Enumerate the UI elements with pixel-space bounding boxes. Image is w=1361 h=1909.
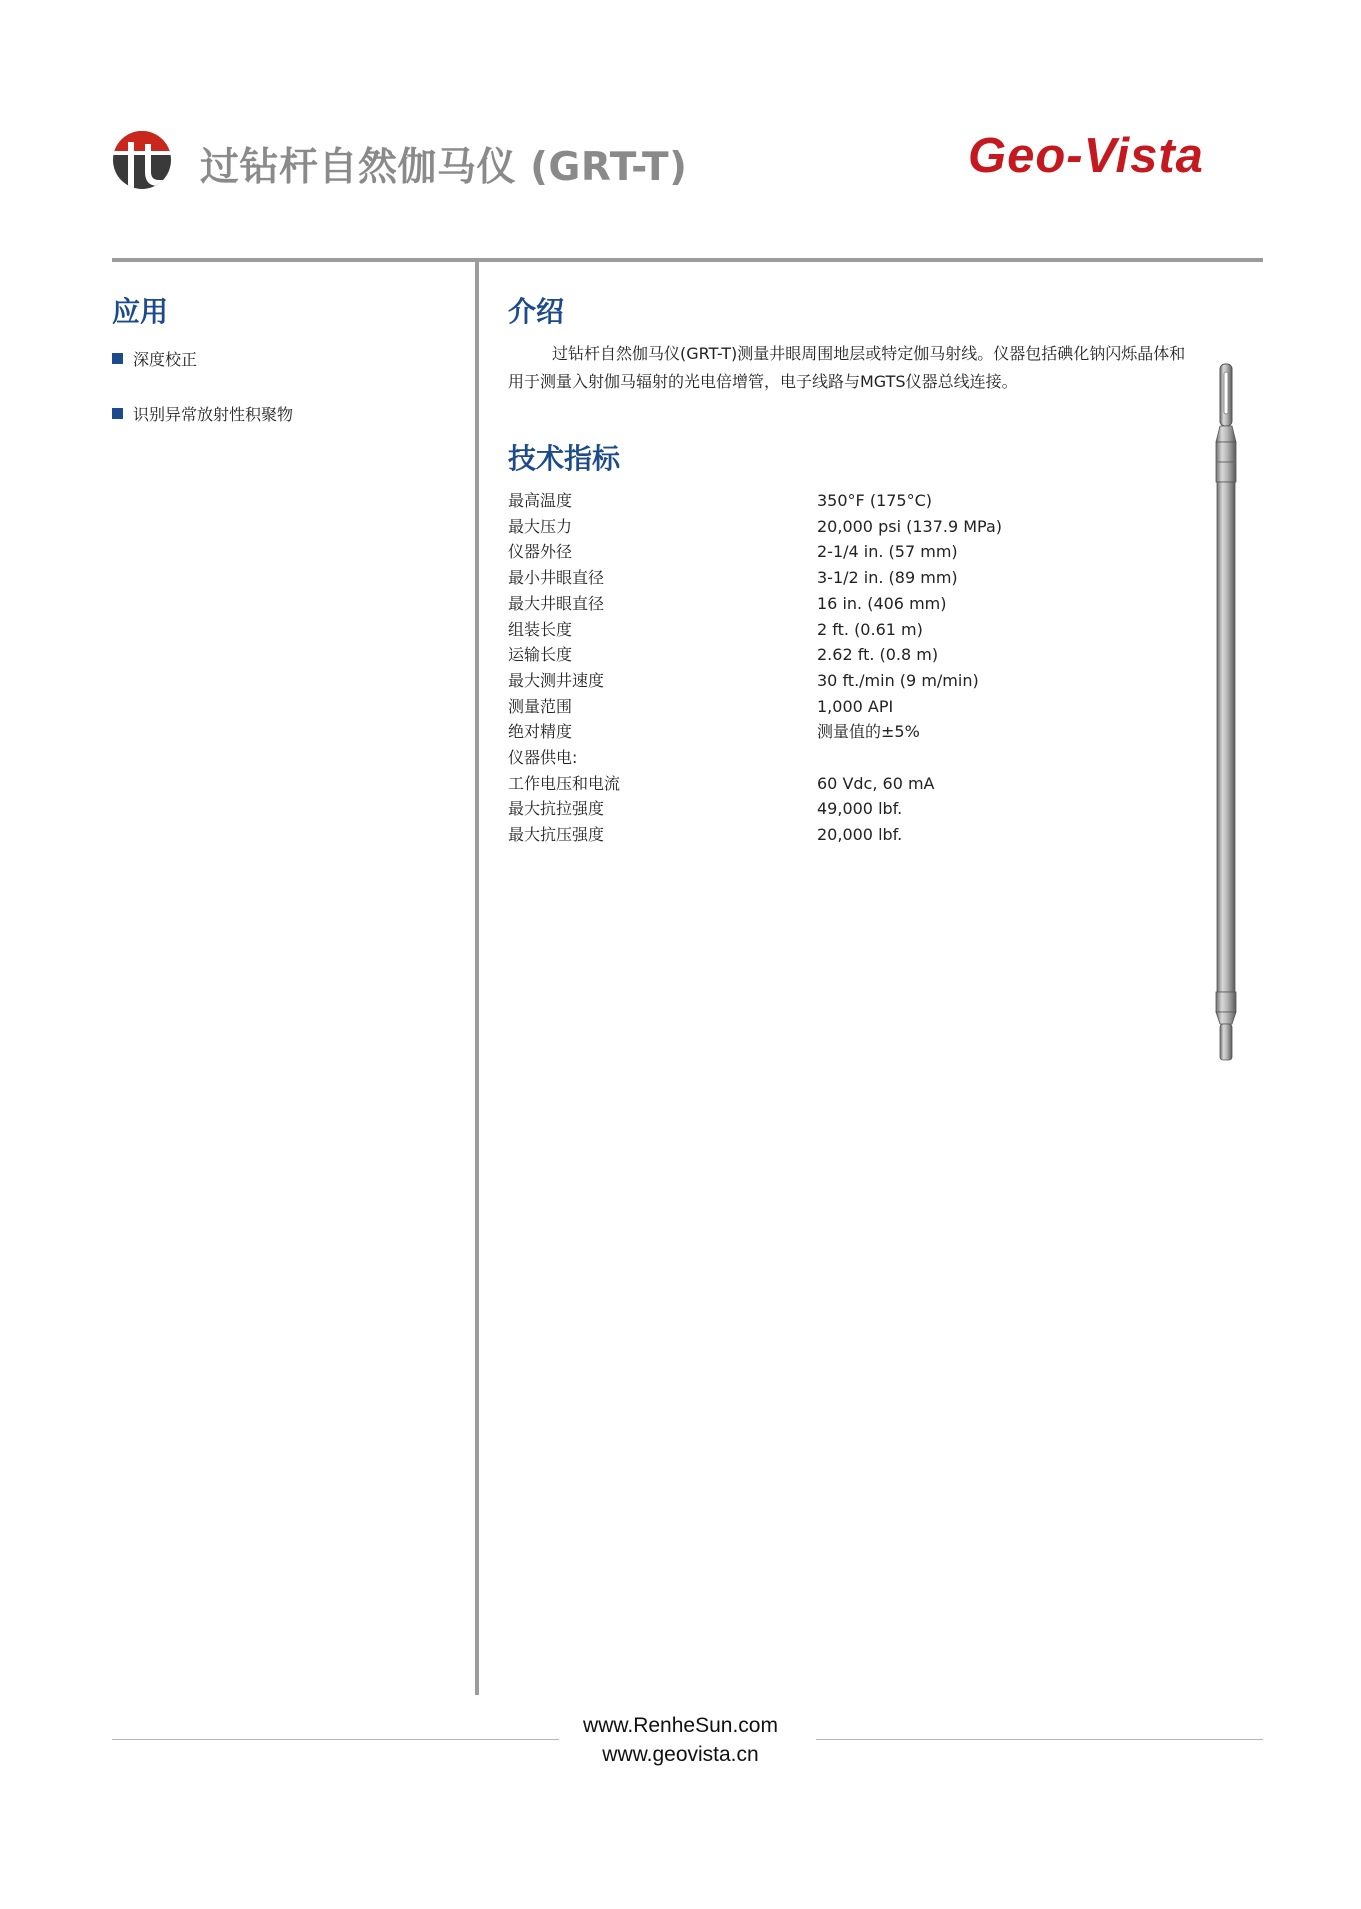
spec-value: 60 Vdc, 60 mA [817, 773, 935, 793]
list-item [112, 402, 293, 424]
page-title: 过钻杆自然伽马仪 (GRT-T) [200, 145, 688, 190]
spec-label: 最高温度 [508, 491, 573, 510]
specs-table [508, 488, 1002, 848]
spec-value: 20,000 psi (137.9 MPa) [817, 516, 1003, 536]
applications-list [112, 347, 293, 457]
spec-value: 20,000 lbf. [817, 825, 903, 845]
footer-link-geovista[interactable]: www.geovista.cn [602, 1743, 759, 1766]
spec-value: 2 ft. (0.61 m) [817, 619, 923, 639]
application-label: 识别异常放射性积聚物 [133, 404, 294, 424]
footer-rule-left [112, 1739, 559, 1740]
intro-heading: 介绍 [508, 295, 565, 328]
table-row [508, 514, 1002, 540]
spec-label: 运输长度 [508, 645, 573, 665]
company-logo-icon [112, 130, 172, 190]
spec-label: 最大抗压强度 [508, 825, 605, 845]
spec-label: 仪器外径 [508, 542, 573, 562]
footer-rule-right [816, 1739, 1263, 1740]
spec-value: 49,000 lbf. [817, 799, 903, 819]
spec-label: 工作电压和电流 [508, 773, 621, 793]
header-divider [112, 258, 1263, 262]
tool-illustration [1208, 362, 1244, 1064]
table-row [508, 745, 1002, 771]
applications-heading: 应用 [112, 295, 169, 328]
application-label: 深度校正 [133, 349, 198, 369]
spec-value: 2-1/4 in. (57 mm) [817, 542, 958, 562]
table-row [508, 539, 1002, 565]
table-row [508, 719, 1002, 745]
table-row [508, 694, 1002, 720]
specs-heading: 技术指标 [508, 442, 621, 475]
spec-label: 最大压力 [508, 516, 573, 536]
spec-value: 1,000 API [817, 696, 894, 716]
table-row [508, 488, 1002, 514]
spec-label: 最大测井速度 [508, 670, 605, 690]
table-row [508, 565, 1002, 591]
spec-label: 最小井眼直径 [508, 568, 605, 588]
bullet-square-icon [112, 408, 123, 419]
spec-label: 最大抗拉强度 [508, 799, 605, 819]
list-item [112, 347, 293, 369]
spec-value [817, 745, 1002, 771]
column-divider [475, 262, 479, 1695]
spec-value: 3-1/2 in. (89 mm) [817, 568, 958, 588]
intro-paragraph: 过钻杆自然伽马仪(GRT-T)测量井眼周围地层或特定伽马射线。仪器包括碘化钠闪烁晶体和用于测量入射伽马辐射的光电倍增管，电子线路与MGTS仪器总线连接。 [508, 344, 1186, 391]
bullet-square-icon [112, 353, 123, 364]
spec-label: 最大井眼直径 [508, 593, 605, 613]
table-row [508, 591, 1002, 617]
spec-label: 仪器供电: [508, 748, 578, 768]
table-row [508, 822, 1002, 848]
spec-value: 测量值的±5% [817, 722, 920, 742]
spec-value: 16 in. (406 mm) [817, 593, 947, 613]
spec-label: 组装长度 [508, 619, 573, 639]
table-row [508, 796, 1002, 822]
footer-link-renhesun[interactable]: www.RenheSun.com [583, 1714, 778, 1737]
spec-value: 350°F (175°C) [817, 491, 933, 510]
spec-value: 2.62 ft. (0.8 m) [817, 645, 939, 665]
spec-value: 30 ft./min (9 m/min) [817, 670, 979, 690]
spec-label: 绝对精度 [508, 722, 573, 742]
brand-logo: Geo-Vista [968, 129, 1204, 183]
table-row [508, 642, 1002, 668]
spec-label: 测量范围 [508, 696, 573, 716]
table-row [508, 617, 1002, 643]
table-row [508, 771, 1002, 797]
table-row [508, 668, 1002, 694]
